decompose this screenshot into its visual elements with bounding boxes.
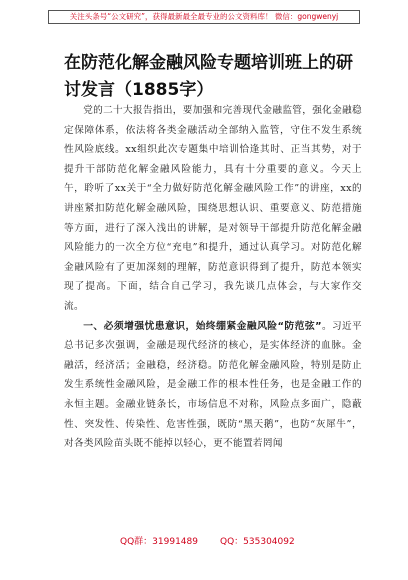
footer-qq: QQ：535304092 <box>220 537 295 547</box>
paragraph-2 <box>64 317 362 454</box>
document-title: 在防范化解金融风险专题培训班上的研讨发言（1885字） <box>64 53 353 100</box>
paragraph-2-text: 。习近平总书记多次强调，金融是现代经济的核心，是实体经济的血脉。金融活，经济活；金融稳，经济稳。防范化解金融风险，特别是防止发生系统性金融风险，是金融工作的根本性任务，也是金融工作的永恒主题。金融业链条长，市场信息不对称，风险点多面广，隐蔽性、突发性、传染性、危害性强，既防“黑天鹅”，也防“灰犀牛”，对各类风险苗头既不能掉以轻心，更不能置若罔闻 <box>64 320 362 450</box>
paragraph-1 <box>64 101 362 317</box>
section-heading: 一、必须增强忧患意识，始终绷紧金融风险“防范弦” <box>83 320 322 332</box>
paragraph-1-text: 党的二十大报告指出，要加强和完善现代金融监管，强化金融稳定保障体系，依法将各类金融活动全部纳入监管，守住不发生系统性风险底线。xx组织此次专题集中培训恰逢其时、正当其势，对于提升干部防范化解金融风险能力，具有十分重要的意义。今天上午，聆听了xx关于“全力做好防范化解金融风险工作”的讲座，xx的讲座紧扣防范化解金融风险，围绕思想认识、重要意义、防范措施等方面，进行了深入浅出的讲解，是对领导干部提升防范化解金融风险能力的一次全方位“充电”和提升，通过认真学习。对防范化解金融风险有了更加深刻的理解，防范意识得到了提升，防范本领实现了提高。下面，结合自己学习，我先谈几点体会，与大家作交流。 <box>64 105 362 312</box>
document-body <box>64 101 362 454</box>
header-banner: 关注头条号“公文研究”，获得最新最全最专业的公文资料库！ 微信：gongwenyj <box>48 10 360 24</box>
footer <box>0 534 408 550</box>
footer-qq-group: QQ群：31991489 <box>120 537 198 547</box>
